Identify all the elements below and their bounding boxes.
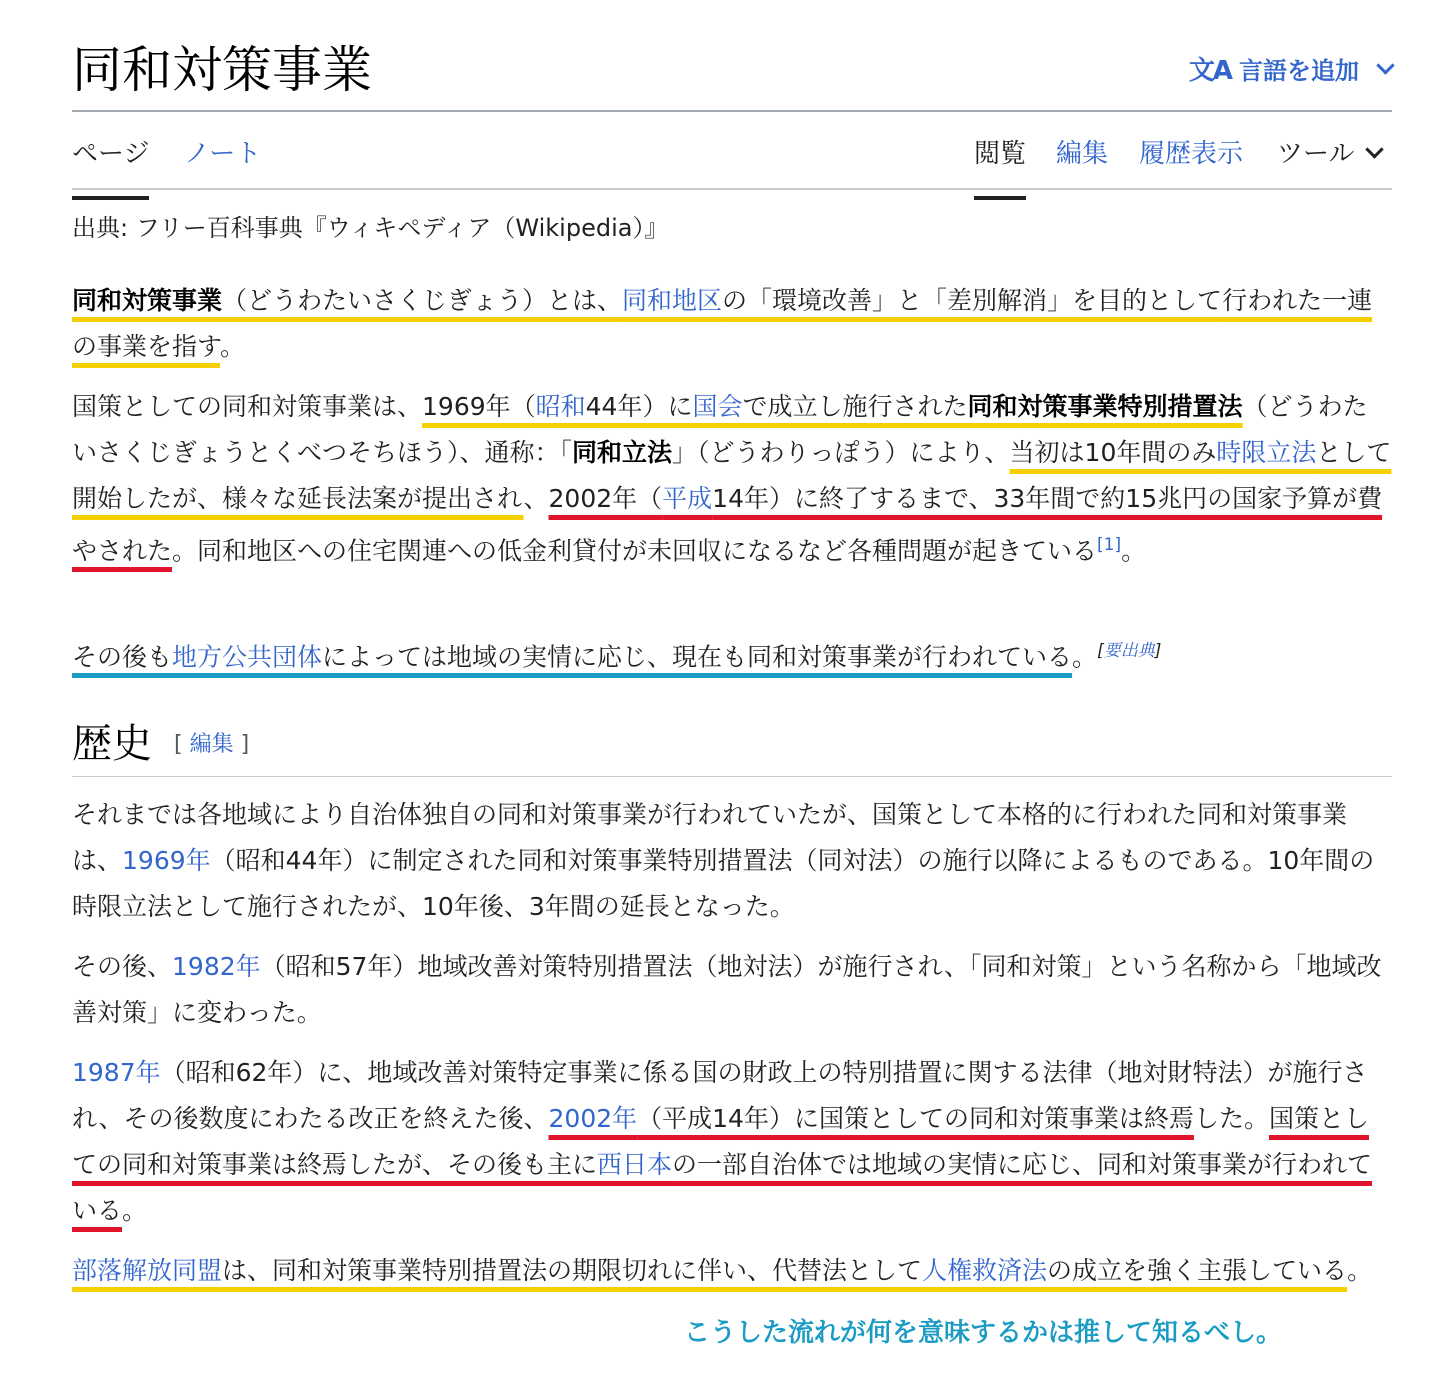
text: 当初は10年間のみ	[1009, 438, 1217, 467]
tools-label: ツール	[1277, 139, 1355, 169]
text: として開始したが、様々な延長法案が提出され	[72, 438, 1392, 513]
paragraph-current	[72, 628, 1392, 680]
text: の一部自治体では地域の実情に応じ、同和対策事業が行われている	[72, 1150, 1373, 1225]
page-title: 同和対策事業	[72, 41, 372, 99]
citation-needed-link[interactable]: 要出典	[1103, 641, 1155, 661]
link-local-government[interactable]: 地方公共団体	[172, 642, 323, 672]
add-language-button[interactable]	[1189, 50, 1392, 87]
citation-needed	[1097, 641, 1161, 661]
section-title: 歴史	[72, 721, 152, 767]
highlight-yellow	[72, 1256, 1347, 1285]
section-edit	[174, 732, 249, 757]
tab-read[interactable]: 閲覧	[974, 139, 1027, 169]
link-human-rights-relief-law[interactable]: 人権救済法	[922, 1256, 1048, 1285]
tab-page[interactable]: ページ	[72, 139, 150, 169]
text: 国策としての同和対策事業は、	[72, 392, 423, 421]
title-bar	[72, 34, 1392, 112]
text: 2002年（	[548, 484, 663, 513]
paragraph-history-1	[72, 792, 1392, 930]
text: （どうわたいさくじぎょう）とは、	[222, 286, 623, 315]
translate-icon: 文A	[1188, 56, 1231, 86]
bold-term: 同和立法	[572, 438, 673, 467]
text: した。	[1193, 1104, 1269, 1133]
link-sunset-law[interactable]: 時限立法	[1216, 438, 1317, 467]
text: それまでは各地域により自治体独自の同和対策事業が行われていたが、国策として本格的に行われた同和対策事業は、	[72, 800, 1348, 875]
paragraph-national-policy	[72, 384, 1392, 574]
highlight-red	[549, 1104, 1194, 1133]
add-language-label: 言語を追加	[1239, 57, 1359, 85]
section-edit-link[interactable]: 編集	[189, 732, 234, 757]
bold-term: 同和対策事業	[72, 286, 223, 315]
text: （昭和57年）地域改善対策特別措置法（地対法）が施行され、「同和対策」という名称から「地域改善対策」に変わった。	[72, 952, 1382, 1027]
site-tagline: 出典: フリー百科事典『ウィキペディア（Wikipedia）』	[72, 214, 669, 242]
text: （どうわたいさくじぎょうとくべつそちほう）、通称：「	[72, 392, 1368, 467]
link-west-japan[interactable]: 西日本	[597, 1150, 673, 1179]
link-2002[interactable]: 2002年	[548, 1104, 638, 1133]
link-buraku-liberation-league[interactable]: 部落解放同盟	[72, 1256, 223, 1285]
annotation-note: こうした流れが何を意味するかは推して知るべし。	[684, 1318, 1283, 1348]
paragraph-intro	[72, 278, 1392, 370]
text: 。同和地区への住宅関連への低金利貸付が未回収になるなど各種問題が起きている	[172, 536, 1098, 566]
tools-menu[interactable]	[1277, 138, 1381, 170]
link-dowa-district[interactable]: 同和地区	[622, 286, 723, 315]
link-1982[interactable]: 1982年	[172, 952, 261, 981]
text: 、	[523, 484, 549, 513]
text: 。	[1121, 536, 1147, 566]
text: [	[1097, 641, 1104, 661]
text: （昭和44年）に制定された同和対策事業特別措置法（同対法）の施行以降によるものである。10年間の時限立法として施行されたが、10年後、3年間の延長となった。	[72, 846, 1375, 921]
text: の「環境改善」と「差別解消」を目的として	[722, 286, 1223, 315]
text: その後も	[72, 642, 173, 672]
text: 。	[1347, 1256, 1373, 1285]
text: 1969年（	[422, 392, 536, 421]
highlight-yellow	[72, 286, 1372, 361]
text: で成立し施行された	[742, 392, 968, 421]
link-diet[interactable]: 国会	[692, 392, 743, 421]
text: ]	[1154, 641, 1162, 661]
paragraph-history-3	[72, 1050, 1392, 1234]
highlight-blue	[72, 642, 1072, 671]
text: 国策としての同和対策事業は終焉したが、その後も主に	[72, 1104, 1369, 1179]
section-heading-history	[72, 716, 1392, 777]
tab-history[interactable]: 履歴表示	[1139, 139, 1244, 169]
bold-term: 同和対策事業特別措置法	[967, 392, 1243, 421]
paragraph-history-2	[72, 944, 1392, 1036]
text: は、同和対策事業特別措置法の期限切れに伴い、代替法として	[222, 1256, 923, 1285]
text: によっては地域の実情に応じ、現在も同和対策事業が行われている	[322, 642, 1073, 672]
text: 行われた一連の事業を指す	[72, 286, 1373, 361]
text: 44年）に	[585, 392, 693, 421]
text: ]	[240, 732, 250, 757]
chevron-down-icon	[1376, 56, 1394, 74]
highlight-yellow	[422, 392, 1243, 421]
link-heisei[interactable]: 平成	[662, 484, 713, 513]
text: 。	[1072, 642, 1098, 672]
text: （平成14年）に国策としての同和対策事業は終焉	[637, 1104, 1194, 1133]
text: その後、	[72, 952, 173, 981]
link-showa[interactable]: 昭和	[535, 392, 586, 421]
tab-edit[interactable]: 編集	[1056, 139, 1109, 169]
link-1969[interactable]: 1969年	[122, 846, 211, 875]
text: の成立を強く主張している	[1047, 1256, 1348, 1285]
text: （昭和62年）に、地域改善対策特定事業に係る国の財政上の特別措置に関する法律（地対財特法）が施行され、その後数度にわたる改正を終えた後、	[72, 1058, 1368, 1133]
link-1987[interactable]: 1987年	[72, 1058, 161, 1087]
text: 」（どうわりっぽう）により、	[672, 438, 1010, 467]
tab-bar	[72, 112, 1392, 190]
text: 。	[122, 1196, 148, 1225]
paragraph-history-4	[72, 1248, 1392, 1294]
reference-1[interactable]: [1]	[1097, 535, 1122, 555]
text: 14年）に終了するまで、33年間で約15兆円の国家予算が費やされた	[72, 484, 1383, 566]
tab-talk[interactable]: ノート	[184, 139, 262, 169]
text: 。	[220, 332, 246, 361]
chevron-down-icon	[1366, 140, 1384, 158]
text: [	[174, 732, 183, 757]
